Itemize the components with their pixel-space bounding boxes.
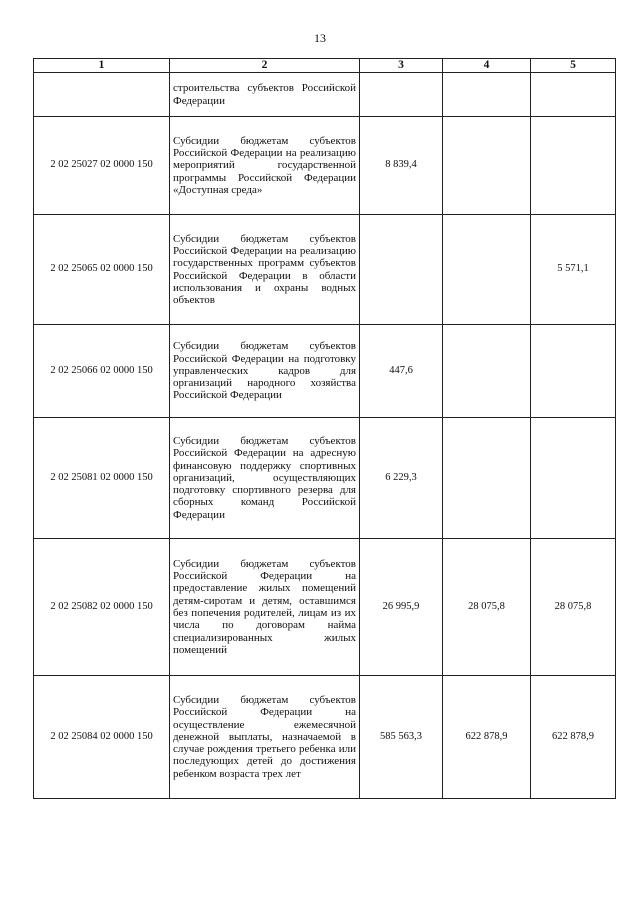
value-col5: 28 075,8: [531, 539, 616, 676]
value-col5: 622 878,9: [531, 676, 616, 799]
income-description: Субсидии бюджетам субъектов Российской Федерации на предоставление жилых помещений детям-сиротам и детям, оставшимся без попечения родителей, лицам из их числа по договорам найма специализированных жилых помещений: [170, 539, 360, 676]
income-description: Субсидии бюджетам субъектов Российской Федерации на реализацию государственных программ субъектов Российской Федерации в области использования и охраны водных объектов: [170, 215, 360, 325]
budget-code: 2 02 25082 02 0000 150: [34, 539, 170, 676]
budget-code: 2 02 25084 02 0000 150: [34, 676, 170, 799]
budget-code: [34, 73, 170, 117]
table-row: [34, 539, 616, 676]
income-description: Субсидии бюджетам субъектов Российской Федерации на подготовку управленческих кадров для организаций народного хозяйства Российской Федерации: [170, 325, 360, 418]
value-col3: 8 839,4: [360, 117, 443, 215]
value-col3: [360, 73, 443, 117]
value-col4: [443, 325, 531, 418]
value-col5: [531, 418, 616, 539]
budget-table: [33, 58, 616, 799]
value-col5: 5 571,1: [531, 215, 616, 325]
table-row: [34, 418, 616, 539]
column-header: 5: [531, 59, 616, 73]
value-col5: [531, 73, 616, 117]
budget-code: 2 02 25081 02 0000 150: [34, 418, 170, 539]
value-col4: [443, 215, 531, 325]
table-header-row: [34, 59, 616, 73]
table-row: [34, 215, 616, 325]
column-header: 2: [170, 59, 360, 73]
page-number: 13: [314, 31, 326, 45]
value-col4: [443, 117, 531, 215]
budget-code: 2 02 25027 02 0000 150: [34, 117, 170, 215]
value-col3: 585 563,3: [360, 676, 443, 799]
value-col3: [360, 215, 443, 325]
column-header: 4: [443, 59, 531, 73]
value-col4: 622 878,9: [443, 676, 531, 799]
budget-code: 2 02 25066 02 0000 150: [34, 325, 170, 418]
income-description: строительства субъектов Российской Федерации: [170, 73, 360, 117]
value-col3: 6 229,3: [360, 418, 443, 539]
column-header: 1: [34, 59, 170, 73]
value-col3: 26 995,9: [360, 539, 443, 676]
value-col5: [531, 117, 616, 215]
value-col3: 447,6: [360, 325, 443, 418]
value-col4: 28 075,8: [443, 539, 531, 676]
column-header: 3: [360, 59, 443, 73]
value-col4: [443, 73, 531, 117]
income-description: Субсидии бюджетам субъектов Российской Федерации на адресную финансовую поддержку спортивных организаций, осуществляющих подготовку спортивного резерва для сборных команд Российской Федерации: [170, 418, 360, 539]
table-row: [34, 117, 616, 215]
table-row: [34, 325, 616, 418]
table-row: [34, 676, 616, 799]
budget-code: 2 02 25065 02 0000 150: [34, 215, 170, 325]
table-row: [34, 73, 616, 117]
value-col4: [443, 418, 531, 539]
value-col5: [531, 325, 616, 418]
income-description: Субсидии бюджетам субъектов Российской Федерации на осуществление ежемесячной денежной выплаты, назначаемой в случае рождения третьего ребенка или последующих детей до достижения ребенком возраста трех лет: [170, 676, 360, 799]
income-description: Субсидии бюджетам субъектов Российской Федерации на реализацию мероприятий государственной программы Российской Федерации «Доступная среда»: [170, 117, 360, 215]
